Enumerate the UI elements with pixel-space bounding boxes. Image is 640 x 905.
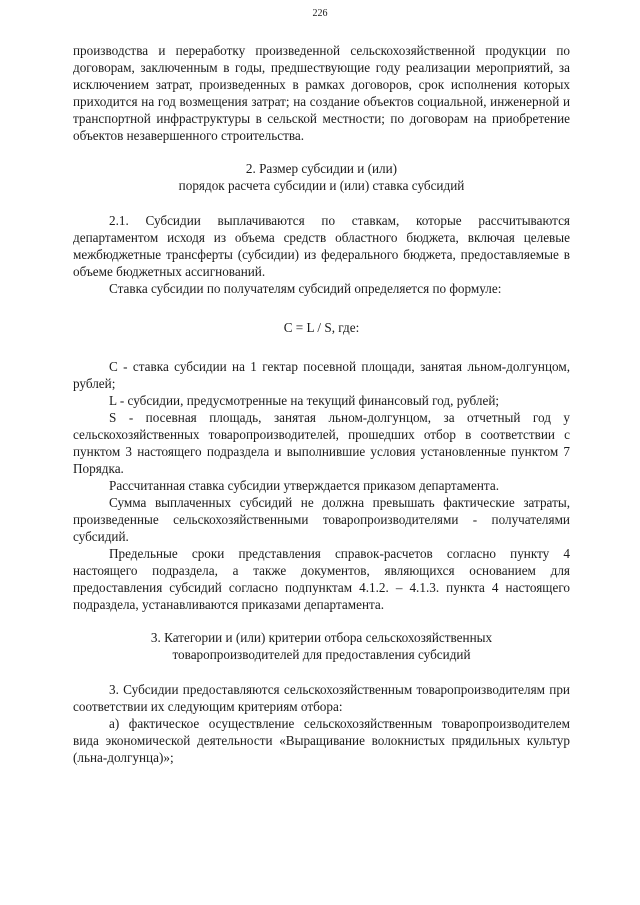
- section-2-paragraph-5: Предельные сроки представления справок-расчетов согласно пункту 4 настоящего подраздела, а также документов, являющихся основанием для предоставления субсидий согласно подпунктам 4.1.2. – 4.1.3. пункта 4 настоящего подраздела, устанавливаются приказами департамента.: [73, 546, 570, 612]
- section-2-heading-line-1: 2. Размер субсидии и (или): [245, 161, 398, 176]
- formula: C = L / S, где:: [283, 320, 360, 335]
- section-3-paragraph-1: 3. Субсидии предоставляются сельскохозяйственным товаропроизводителям при соответствии их следующим критериям отбора:: [73, 682, 570, 714]
- intro-paragraph: производства и переработку произведенной сельскохозяйственной продукции по договорам, заключенным в годы, предшествующие году реализации мероприятий, за исключением затрат, произведенных в рамках договоров, срок исполнения которых приходится на год возмещения затрат; на создание объектов социальной, инженерной и транспортной инфраструктуры в сельской местности; по договорам на приобретение объектов незавершенного строительства.: [73, 43, 570, 143]
- definition-l: L - субсидии, предусмотренные на текущий финансовый год, рублей;: [109, 393, 500, 408]
- section-3-heading-line-1: 3. Категории и (или) критерии отбора сельскохозяйственных: [150, 630, 493, 645]
- section-3-heading: [73, 629, 570, 663]
- section-2-paragraph-4: Сумма выплаченных субсидий не должна превышать фактические затраты, произведенные сельскохозяйственными товаропроизводителями - получателями субсидий.: [73, 495, 570, 544]
- document-body: [73, 42, 570, 766]
- section-2-heading: [73, 160, 570, 194]
- section-3-heading-line-2: товаропроизводителей для предоставления субсидий: [172, 647, 471, 662]
- section-2-paragraph-3: Рассчитанная ставка субсидии утверждается приказом департамента.: [109, 478, 499, 493]
- page-number: 226: [312, 8, 328, 19]
- definition-c: C - ставка субсидии на 1 гектар посевной площади, занятая льном-долгунцом, рублей;: [73, 359, 570, 391]
- section-2-paragraph-1: 2.1. Субсидии выплачиваются по ставкам, которые рассчитываются департаментом исходя из объема средств областного бюджета, включая целевые межбюджетные трансферты (субсидии) из федерального бюджета, предоставляемые в объеме бюджетных ассигнований.: [73, 213, 570, 279]
- section-2-heading-line-2: порядок расчета субсидии и (или) ставка субсидий: [178, 178, 465, 193]
- section-3-paragraph-2: а) фактическое осуществление сельскохозяйственным товаропроизводителем вида экономической деятельности «Выращивание волокнистых прядильных культур (льна-долгунца)»;: [73, 716, 570, 765]
- section-2-paragraph-2: Ставка субсидии по получателям субсидий определяется по формуле:: [109, 281, 502, 296]
- definition-s: S - посевная площадь, занятая льном-долгунцом, за отчетный год у сельскохозяйственных товаропроизводителей, прошедших отбор в соответствии с пунктом 3 настоящего подраздела и выполнившие условия установленные пунктом 7 Порядка.: [73, 410, 570, 476]
